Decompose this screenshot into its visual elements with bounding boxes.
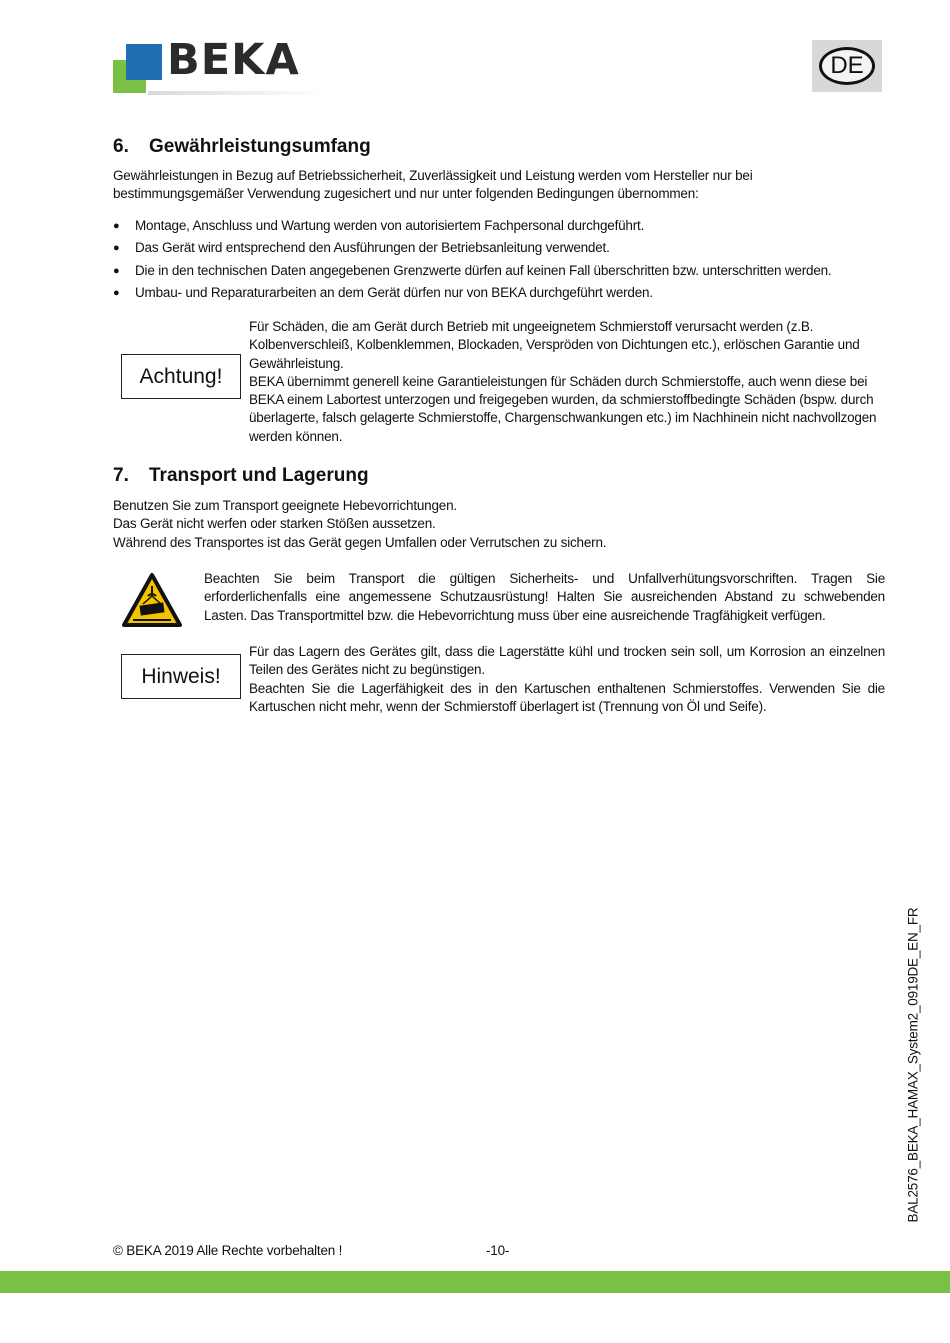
logo-blue-square <box>126 44 162 80</box>
achtung-note-text <box>249 318 885 446</box>
document-code-text: BAL2576_BEKA_HAMAX_System2_0919DE_EN_FR <box>905 907 921 1223</box>
section-7-title: Transport und Lagerung <box>149 465 369 486</box>
section-6-heading <box>113 136 371 158</box>
logo-wordmark: BEKA <box>167 35 300 85</box>
hinweis-note-text <box>249 643 885 716</box>
section-6-intro: Gewährleistungen in Bezug auf Betriebssicherheit, Zuverlässigkeit und Leistung werden vom Hersteller nur bei bestimmungsgemäßer Verwendung zugesichert und nur unter folgenden Bedingungen übernommen: <box>113 168 753 202</box>
hinweis-label: Hinweis! <box>141 664 221 688</box>
page-number: -10- <box>486 1243 510 1258</box>
achtung-label: Achtung! <box>139 364 223 388</box>
hinweis-paragraph: Für das Lagern des Gerätes gilt, dass die Lagerstätte kühl und trocken sein soll, um Korrosion an einzelnen Teilen des Gerätes nicht zu begünstigen. <box>249 644 885 678</box>
suspended-load-warning-icon <box>121 572 183 628</box>
language-code: DE <box>819 47 875 85</box>
section-7-number: 7. <box>113 465 129 486</box>
achtung-paragraph: Für Schäden, die am Gerät durch Betrieb mit ungeeignetem Schmierstoff verursacht werden (z.B. Kolbenverschleiß, Kolbenklemmen, Blockaden, Verspröden von Dichtungen etc.), erlöschen Garantie und Gewährleistung. <box>249 319 860 371</box>
footer-copyright: © BEKA 2019 Alle Rechte vorbehalten ! <box>113 1243 343 1258</box>
achtung-label-box <box>121 354 241 399</box>
list-item: ● Montage, Anschluss und Wartung werden von autorisiertem Fachpersonal durchgeführt. <box>113 217 885 235</box>
section-6-title: Gewährleistungsumfang <box>149 136 371 157</box>
logo-underline <box>148 91 328 95</box>
text-line: Das Gerät nicht werfen oder starken Stößen aussetzen. <box>113 516 436 532</box>
footer-green-bar <box>0 1271 950 1293</box>
language-badge <box>812 40 882 92</box>
hinweis-paragraph: Beachten Sie die Lagerfähigkeit des in den Kartuschen enthaltenen Schmierstoffes. Verwenden Sie die Kartuschen nicht mehr, wenn der Schmierstoff überlagert ist (Trennung von Öl und Seife). <box>249 680 885 714</box>
section-6-number: 6. <box>113 136 129 157</box>
text-line: Benutzen Sie zum Transport geeignete Hebevorrichtungen. <box>113 498 457 513</box>
text-line: Während des Transportes ist das Gerät gegen Umfallen oder Verrutschen zu sichern. <box>113 534 607 550</box>
section-7-text <box>113 497 885 552</box>
section-7-heading <box>113 465 369 487</box>
achtung-paragraph: BEKA übernimmt generell keine Garantieleistungen für Schäden durch Schmierstoffe, auch wenn diese bei BEKA einem Labortest unterzogen und freigegeben wurden, da schmierstoffbedingte Schäden (bspw. durch überlagerte, falsch gelagerte Schmierstoffe, Chargenschwankungen etc.) im Nachhinein nicht nachvollzogen werden können. <box>249 373 877 444</box>
document-code <box>898 905 928 1225</box>
transport-warning-text: Beachten Sie beim Transport die gültigen Sicherheits- und Unfallverhütungsvorschriften. Tragen Sie erforderlichenfalls eine angemessene Schutzausrüstung! Halten Sie ausreichenden Abstand zu schwebenden Lasten. Das Transportmittel bzw. die Hebevorrichtung muss über eine ausreichende Tragfähigkeit verfügen. <box>204 571 885 623</box>
beka-logo <box>113 35 328 96</box>
list-item: ● Umbau- und Reparaturarbeiten an dem Gerät dürfen nur von BEKA durchgeführt werden. <box>113 284 885 302</box>
list-item: ● Das Gerät wird entsprechend den Ausführungen der Betriebsanleitung verwendet. <box>113 239 885 257</box>
section-6-conditions-list <box>113 217 885 306</box>
list-item: ● Die in den technischen Daten angegebenen Grenzwerte dürfen auf keinen Fall überschritten bzw. unterschritten werden. <box>113 262 885 280</box>
hinweis-label-box <box>121 654 241 699</box>
